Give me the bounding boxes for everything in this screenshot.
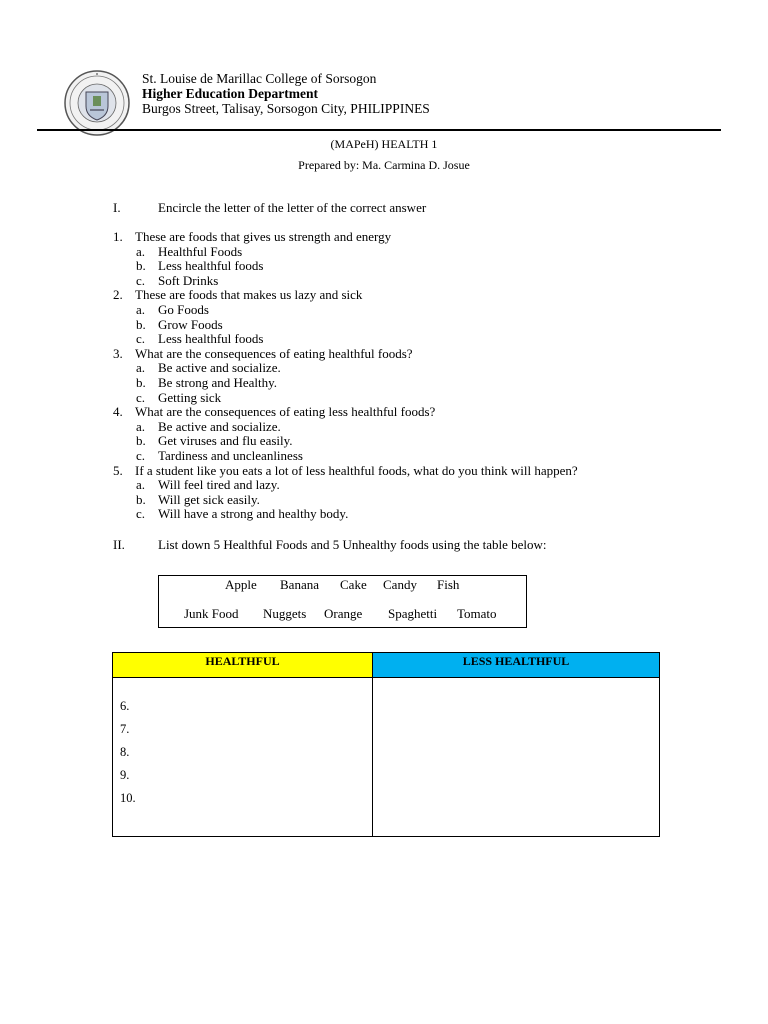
choice-text: Less healthful foods: [158, 331, 264, 347]
part1-instruction: Encircle the letter of the letter of the correct answer: [158, 200, 427, 215]
choice-text: Getting sick: [158, 389, 222, 405]
word-bank-item: Nuggets: [263, 606, 307, 621]
choice-text: Healthful Foods: [158, 243, 243, 259]
choice-letter: a.: [136, 418, 146, 434]
answer-number: 7.: [120, 722, 130, 736]
less-healthful-answer-cell[interactable]: [373, 678, 660, 837]
question-text: These are foods that makes us lazy and sick: [135, 287, 363, 303]
word-bank: [158, 575, 527, 628]
choice-text: Be active and socialize.: [158, 360, 281, 376]
answer-number: 8.: [120, 745, 130, 759]
choice-letter: a.: [136, 243, 146, 259]
choice-letter: a.: [136, 360, 146, 376]
choice-text: Get viruses and flu easily.: [158, 433, 293, 449]
word-bank-item: Fish: [437, 577, 460, 592]
answer-number: 10.: [120, 791, 136, 805]
header-divider: [37, 129, 721, 131]
word-bank-item: Orange: [324, 606, 363, 621]
choice-letter: b.: [136, 491, 146, 507]
question-text: What are the consequences of eating healthful foods?: [135, 345, 413, 361]
question-text: What are the consequences of eating less healthful foods?: [135, 404, 436, 420]
question-number: 5.: [113, 462, 123, 478]
part2-instruction: List down 5 Healthful Foods and 5 Unhealthy foods using the table below:: [158, 537, 547, 552]
school-address: Burgos Street, Talisay, Sorsogon City, PHILIPPINES: [142, 101, 430, 116]
question-number: 4.: [113, 404, 123, 420]
part1-numeral: I.: [113, 200, 121, 215]
choice-text: Be strong and Healthy.: [158, 375, 278, 390]
word-bank-item: Junk Food: [184, 606, 239, 621]
choice-text: Grow Foods: [158, 316, 223, 332]
subject-title: (MAPeH) HEALTH 1: [330, 137, 438, 151]
choice-text: Will get sick easily.: [158, 491, 260, 507]
choice-text: Go Foods: [158, 302, 209, 317]
healthful-column-header: HEALTHFUL: [113, 653, 373, 678]
choice-letter: c.: [136, 506, 146, 522]
choice-letter: c.: [136, 331, 146, 347]
question-number: 2.: [113, 287, 123, 303]
part2-numeral: II.: [113, 537, 125, 552]
word-bank-item: Tomato: [457, 606, 497, 621]
question-text: These are foods that gives us strength and energy: [135, 229, 392, 244]
word-bank-item: Cake: [340, 577, 367, 592]
school-info: [142, 71, 430, 116]
answer-number: 9.: [120, 768, 130, 782]
choice-letter: b.: [136, 433, 146, 449]
choice-letter: b.: [136, 316, 146, 332]
question-number: 3.: [113, 345, 123, 361]
choice-letter: c.: [136, 272, 146, 288]
choice-letter: c.: [136, 389, 146, 405]
college-seal-icon: [64, 70, 130, 136]
choice-text: Will have a strong and healthy body.: [158, 506, 349, 522]
word-bank-item: Candy: [383, 577, 417, 592]
choice-letter: b.: [136, 258, 146, 274]
question-number: 1.: [113, 229, 123, 244]
word-bank-item: Banana: [280, 577, 319, 592]
choice-text: Tardiness and uncleanliness: [158, 448, 303, 463]
department-name: Higher Education Department: [142, 86, 318, 101]
school-name: St. Louise de Marillac College of Sorsogon: [142, 71, 377, 86]
choice-text: Less healthful foods: [158, 258, 264, 274]
choice-text: Be active and socialize.: [158, 418, 281, 434]
healthful-answer-cell[interactable]: [113, 678, 373, 837]
choice-text: Will feel tired and lazy.: [158, 477, 280, 493]
answer-number: 6.: [120, 699, 130, 713]
less-healthful-column-header: LESS HEALTHFUL: [373, 653, 660, 678]
food-classification-table: [112, 652, 660, 837]
choice-letter: c.: [136, 448, 146, 463]
choice-letter: a.: [136, 302, 146, 317]
word-bank-item: Spaghetti: [388, 606, 438, 621]
choice-letter: a.: [136, 477, 146, 493]
choice-letter: b.: [136, 375, 146, 390]
prepared-by: Prepared by: Ma. Carmina D. Josue: [298, 158, 470, 172]
choice-text: Soft Drinks: [158, 272, 219, 288]
word-bank-item: Apple: [225, 577, 257, 592]
question-text: If a student like you eats a lot of less healthful foods, what do you think will happen?: [135, 462, 578, 478]
